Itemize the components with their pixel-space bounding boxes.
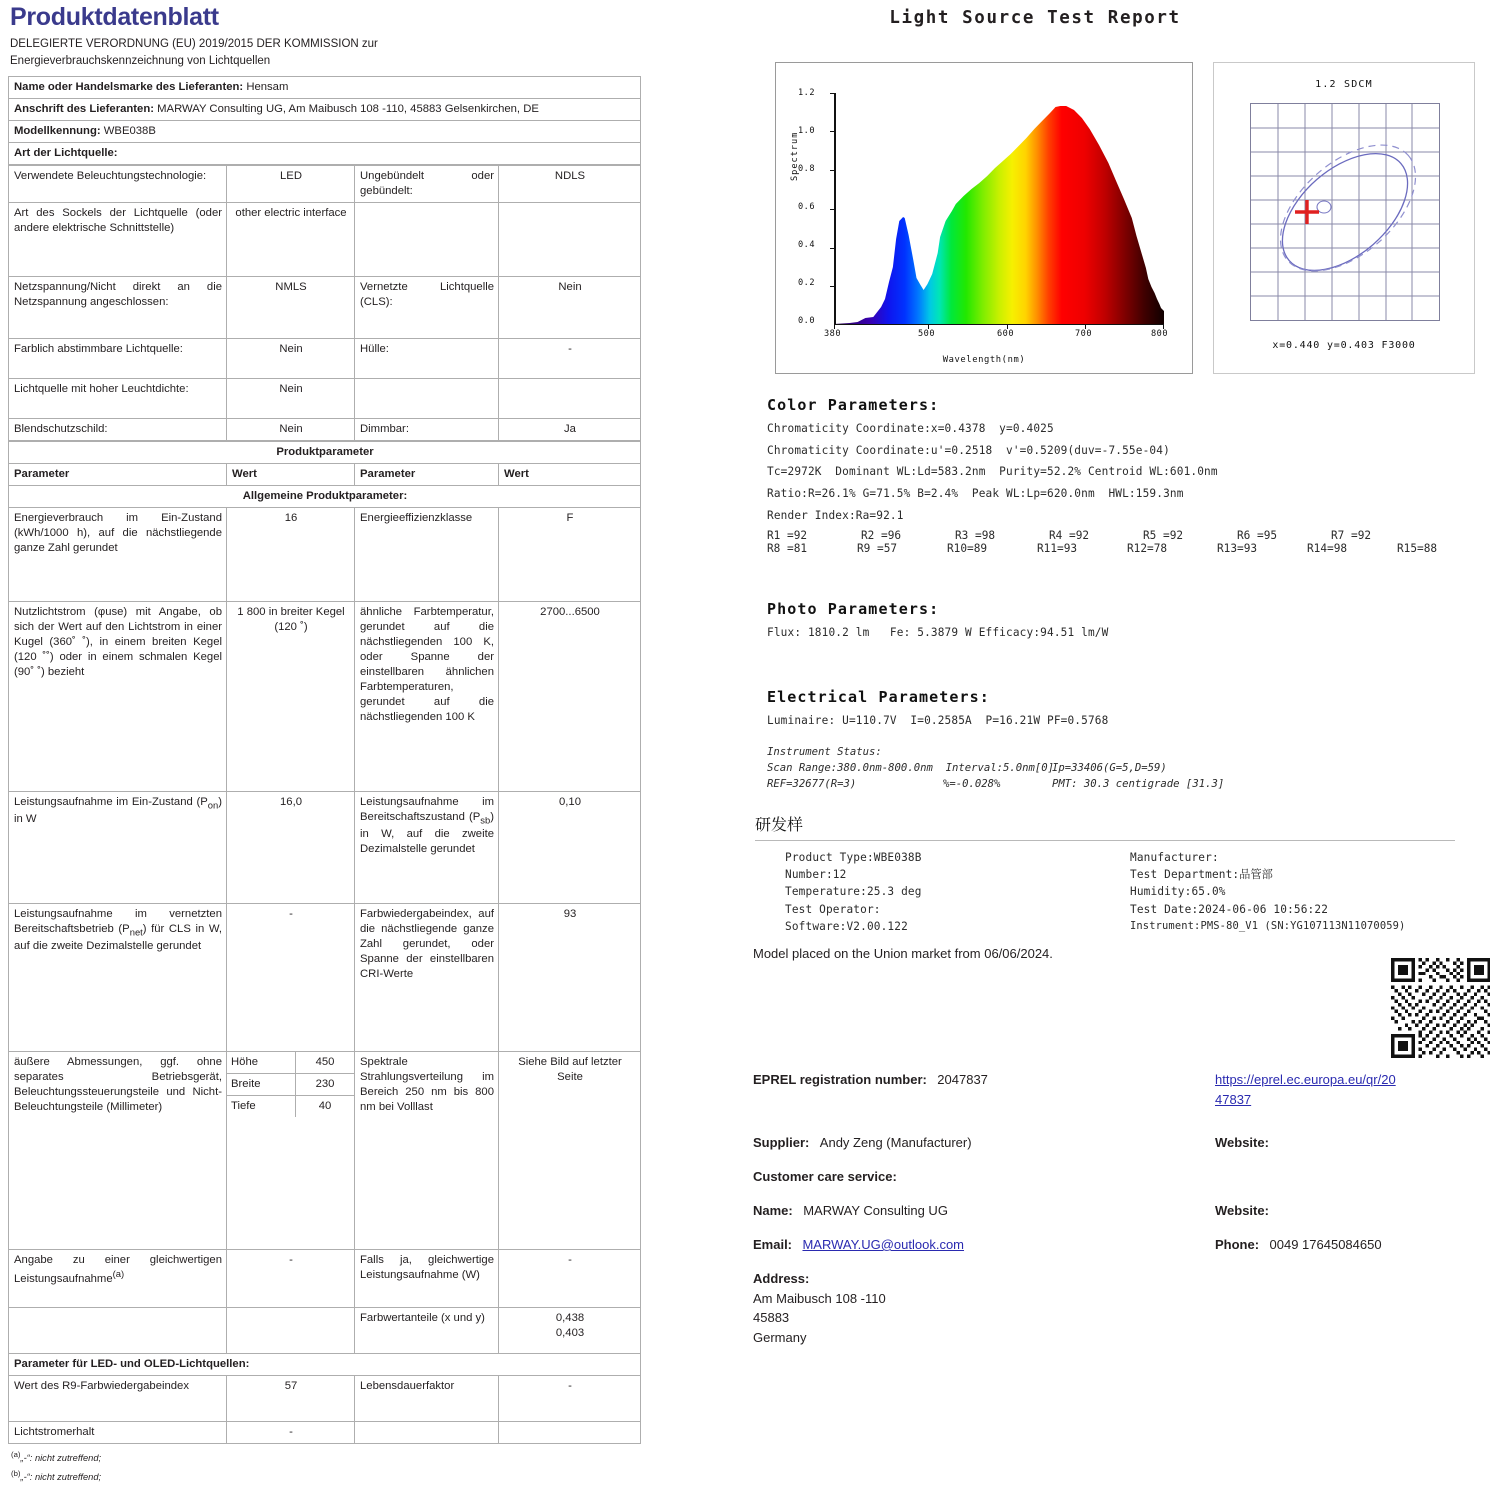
- sdcm-plot: [1251, 104, 1439, 320]
- param-label: [9, 1307, 227, 1353]
- param-label: Art des Sockels der Lichtquelle (oder andere elektrische Schnittstelle): [9, 202, 227, 276]
- cri-value: R5 =92: [1143, 529, 1184, 543]
- measured-point-cross: [1295, 200, 1319, 224]
- subscript-on: on: [207, 799, 219, 810]
- y-tick-label: 1.0: [798, 126, 816, 136]
- param-label: [9, 791, 227, 903]
- y-axis-label: Spectrum: [790, 131, 800, 181]
- y-tick-label: 0.2: [798, 278, 816, 288]
- pmt-line: PMT: 30.3 centigrade [31.3]: [1052, 778, 1225, 791]
- param-label: Wert des R9-Farbwiedergabeindex: [9, 1375, 227, 1421]
- y-tick: [830, 209, 835, 210]
- dimensions-table: [227, 1052, 354, 1117]
- address-label: Anschrift des Lieferanten:: [14, 102, 154, 115]
- charts-row: [775, 62, 1475, 380]
- dimension-name: Breite: [227, 1073, 296, 1095]
- table-row: [227, 1052, 354, 1074]
- param-label: [355, 791, 499, 903]
- param-value: Nein: [227, 338, 355, 378]
- electrical-parameters-section: [767, 688, 1487, 793]
- param-label-text: Leistungsaufnahme im Bereitschaftszustand (P: [360, 795, 494, 823]
- param-value: -: [227, 903, 355, 1051]
- footnote-ref-a: (a): [112, 1267, 125, 1279]
- param-label: Nutzlichtstrom (φuse) mit Angabe, ob sich der Wert auf den Lichtstrom in einer Kugel (360˚ ˚), in einem breiten Kegel (120 ˚˚) oder in einem schmalen Kegel (90˚ ˚) bezieht: [9, 601, 227, 791]
- cri-value: R6 =95: [1237, 529, 1278, 543]
- supplier-cell: [9, 76, 641, 98]
- email-row: [753, 1235, 964, 1255]
- table-row: [9, 1375, 641, 1421]
- market-placement-note: Model placed on the Union market from 06/06/2024.: [753, 946, 1053, 961]
- cri-value: R14=98: [1307, 542, 1348, 556]
- param-label-text: Leistungsaufnahme im vernetzten Bereitschaftsbetrieb (P: [14, 907, 222, 935]
- name-row: [753, 1201, 948, 1221]
- param-label: Spektrale Strahlungsverteilung im Bereich 250 nm bis 800 nm bei Volllast: [355, 1051, 499, 1249]
- phone-label: Phone:: [1215, 1237, 1260, 1252]
- test-date-line: Test Date:2024-06-06 10:56:22: [1130, 902, 1329, 916]
- product-type-line: Product Type:WBE038B: [785, 851, 922, 864]
- sdcm-chromaticity-chart: [1213, 62, 1475, 374]
- test-department-line: Test Department:品管部: [1130, 868, 1273, 882]
- param-value: -: [499, 1375, 641, 1421]
- table-row: [9, 418, 641, 440]
- dimension-value: 230: [296, 1073, 354, 1095]
- manufacturer-line: Manufacturer:: [1130, 851, 1219, 864]
- email-label: Email:: [753, 1237, 793, 1252]
- param-label-text: Angabe zu einer gleichwertigen Leistungsaufnahme: [14, 1253, 222, 1285]
- report-title: Light Source Test Report: [889, 8, 1181, 28]
- model-value: WBE038B: [103, 124, 156, 137]
- column-header-parameter-2: Parameter: [355, 463, 499, 485]
- param-label: Farbwertanteile (x und y): [355, 1307, 499, 1353]
- address-cell: [9, 98, 641, 120]
- table-row: [9, 98, 641, 120]
- table-row: [9, 76, 641, 98]
- footnote-b: [11, 1467, 640, 1486]
- supplier-value: Hensam: [246, 80, 289, 93]
- section-header-allgemeine: Allgemeine Produktparameter:: [9, 485, 641, 507]
- y-tick: [830, 170, 835, 171]
- regulation-subtitle: [10, 36, 640, 69]
- table-row: [9, 378, 641, 418]
- cri-value: R2 =96: [861, 529, 902, 543]
- column-header-wert-2: Wert: [499, 463, 641, 485]
- address-block: [753, 1269, 886, 1347]
- address-label: Address:: [753, 1271, 810, 1286]
- cri-value: R9 =57: [857, 542, 898, 556]
- y-tick: [830, 248, 835, 249]
- param-value: 2700...6500: [499, 601, 641, 791]
- instrument-status-row-2: [767, 776, 1487, 792]
- param-value: NMLS: [227, 276, 355, 338]
- param-label-text: Leistungsaufnahme im Ein-Zustand (P: [14, 795, 208, 808]
- chromaticity-uv-line: Chromaticity Coordinate:u'=0.2518 v'=0.5209(duv=-7.55e-04): [767, 443, 1170, 457]
- temperature-line: Temperature:25.3 deg: [785, 885, 922, 899]
- y-tick: [830, 131, 835, 132]
- param-value: 0,10: [499, 791, 641, 903]
- table-row: [9, 441, 641, 463]
- dimension-name: Höhe: [227, 1052, 296, 1074]
- subscript-sb: sb: [480, 814, 491, 826]
- percent-line: %=-0.028%: [943, 778, 1001, 791]
- param-label: Farbwiedergabeindex, auf die nächstliegende ganze Zahl gerundet, oder Spanne der einstellbaren CRI-Werte: [355, 903, 499, 1051]
- param-value: 93: [499, 903, 641, 1051]
- param-label: Ungebündelt oder gebündelt:: [355, 165, 499, 202]
- param-value: LED: [227, 165, 355, 202]
- section-header-led: Parameter für LED- und OLED-Lichtquellen:: [9, 1353, 641, 1375]
- instrument-line: Instrument:PMS-80_V1 (SN:YG107113N11070059): [1130, 919, 1406, 932]
- param-value: Nein: [227, 418, 355, 440]
- y-tick-label: 0.4: [798, 240, 816, 250]
- product-parameter-table: [8, 441, 641, 1444]
- param-value: 16,0: [227, 791, 355, 903]
- cri-value: R15=88: [1397, 542, 1438, 556]
- table-row: [9, 1353, 641, 1375]
- chromaticity-x: 0,438: [555, 1311, 585, 1324]
- spectral-distribution-chart: [775, 62, 1193, 374]
- param-label-dimensions: äußere Abmessungen, ggf. ohne separates Betriebsgerät, Beleuchtungssteuerungsteile und Nicht-Beleuchtungsteile (Millimeter): [9, 1051, 227, 1249]
- param-label: Energieverbrauch im Ein-Zustand (kWh/1000 h), auf die nächstliegende ganze Zahl gerundet: [9, 507, 227, 601]
- cri-value: R10=89: [947, 542, 988, 556]
- param-value: F: [499, 507, 641, 601]
- software-line: Software:V2.00.122: [785, 919, 908, 933]
- sample-heading: 研发样: [755, 812, 1455, 841]
- eprel-registration-row: [753, 1070, 988, 1090]
- param-value: 1 800 in breiter Kegel (120 ˚): [227, 601, 355, 791]
- footnote-a: [11, 1448, 640, 1467]
- cri-value: R1 =92: [767, 529, 808, 543]
- param-value: Siehe Bild auf letzter Seite: [499, 1051, 641, 1249]
- param-value: 57: [227, 1375, 355, 1421]
- param-label: Lichtquelle mit hoher Leuchtdichte:: [9, 378, 227, 418]
- cri-value: R13=93: [1217, 542, 1258, 556]
- photo-parameters-section: [767, 600, 1487, 644]
- param-value: [499, 202, 641, 276]
- ratio-peak-line: Ratio:R=26.1% G=71.5% B=2.4% Peak WL:Lp=620.0nm HWL:159.3nm: [767, 486, 1184, 500]
- eprel-url-line-2[interactable]: 47837: [1215, 1091, 1252, 1107]
- footnote-marker-a: (a): [11, 1449, 21, 1459]
- footnote-marker-b: (b): [11, 1468, 21, 1478]
- table-header-row: [9, 463, 641, 485]
- instrument-status-heading: Instrument Status:: [767, 745, 882, 758]
- supplier-info-table: [8, 76, 641, 165]
- param-value: [499, 1421, 641, 1443]
- param-value: -: [227, 1249, 355, 1307]
- table-row: [9, 1051, 641, 1249]
- param-label: Blendschutzschild:: [9, 418, 227, 440]
- y-tick: [830, 286, 835, 287]
- param-label: [355, 1421, 499, 1443]
- sample-details-right: [1130, 849, 1475, 935]
- param-value: 16: [227, 507, 355, 601]
- table-row: [9, 507, 641, 601]
- param-value: -: [499, 1249, 641, 1307]
- param-label: Lebensdauerfaktor: [355, 1375, 499, 1421]
- param-label: Falls ja, gleichwertige Leistungsaufnahme (W): [355, 1249, 499, 1307]
- cri-values-row-2: [767, 542, 1487, 555]
- param-label-suffix: ) für CLS in W, auf die zweite Dezimalstelle gerundet: [14, 922, 222, 952]
- qr-code: [1391, 958, 1490, 1058]
- cri-value: R3 =98: [955, 529, 996, 543]
- cri-value: R8 =81: [767, 542, 808, 556]
- param-value: [499, 378, 641, 418]
- eprel-label: EPREL registration number:: [753, 1072, 927, 1087]
- param-label: [355, 202, 499, 276]
- tc-dominant-purity-line: Tc=2972K Dominant WL:Ld=583.2nm Purity=52.2% Centroid WL:601.0nm: [767, 465, 1218, 479]
- model-label: Modellkennung:: [14, 124, 101, 137]
- product-datasheet-column: [8, 0, 640, 1500]
- photo-parameters-heading: Photo Parameters:: [767, 600, 940, 618]
- y-tick-label: 0.0: [798, 316, 816, 326]
- color-parameters-heading: Color Parameters:: [767, 396, 940, 414]
- param-value: -: [499, 338, 641, 378]
- param-label: Energieeffizienzklasse: [355, 507, 499, 601]
- subscript-net: net: [129, 926, 143, 938]
- param-label: [9, 1249, 227, 1307]
- table-row: [9, 1249, 641, 1307]
- website-label-care: Website:: [1215, 1203, 1269, 1218]
- x-axis-label: Wavelength(nm): [942, 355, 1026, 365]
- sample-info-section: [755, 812, 1485, 935]
- lightsource-type-cell: [9, 142, 641, 164]
- sample-details-left: [785, 849, 1130, 935]
- param-value-chromaticity: [499, 1307, 641, 1353]
- ip-line: Ip=33406(G=5,D=59): [1052, 762, 1167, 775]
- supplier-row: [753, 1133, 972, 1153]
- number-line: Number:12: [785, 868, 847, 882]
- param-value: other electric interface: [227, 202, 355, 276]
- table-row: [9, 338, 641, 378]
- address-line-1: Am Maibusch 108 -110: [753, 1290, 886, 1306]
- column-header-parameter-1: Parameter: [9, 463, 227, 485]
- subtitle-line-2: Energieverbrauchskennzeichnung von Lichtquellen: [10, 54, 271, 67]
- eprel-url-link[interactable]: [1215, 1070, 1475, 1109]
- x-tick-label: 500: [918, 329, 936, 339]
- color-parameters-section: [767, 396, 1487, 555]
- x-tick-label: 600: [997, 329, 1015, 339]
- y-tick-label: 0.6: [798, 202, 816, 212]
- measurement-cluster-ellipse: [1317, 201, 1331, 213]
- scan-range-line: Scan Range:380.0nm-800.0nm Interval:5.0nm[0]: [767, 762, 1055, 775]
- param-value: NDLS: [499, 165, 641, 202]
- lightsource-type-label: Art der Lichtquelle:: [14, 146, 118, 159]
- table-row: [227, 1095, 354, 1117]
- sdcm-grid: [1250, 103, 1440, 321]
- param-label: Lichtstromerhalt: [9, 1421, 227, 1443]
- table-row: [227, 1073, 354, 1095]
- footnote-b-text: „-“: nicht zutreffend;: [20, 1471, 102, 1482]
- cri-value: R12=78: [1127, 542, 1168, 556]
- page-title: Produktdatenblatt: [10, 3, 219, 31]
- y-tick: [830, 93, 835, 94]
- phone-value: 0049 17645084650: [1269, 1237, 1382, 1252]
- param-value: Nein: [499, 276, 641, 338]
- cri-value: R11=93: [1037, 542, 1078, 556]
- y-tick-label: 1.2: [798, 88, 816, 98]
- flux-efficacy-line: Flux: 1810.2 lm Fe: 5.3879 W Efficacy:94.51 lm/W: [767, 626, 1109, 639]
- param-label: Vernetzte Lichtquelle (CLS):: [355, 276, 499, 338]
- phone-row: [1215, 1235, 1382, 1255]
- model-cell: [9, 120, 641, 142]
- param-label: ähnliche Farbtemperatur, gerundet auf die nächstliegenden 100 K, oder Spanne der einstellbaren ähnlichen Farbtemperaturen, gerundet auf die nächstliegenden 100 K: [355, 601, 499, 791]
- test-operator-line: Test Operator:: [785, 902, 881, 916]
- param-value: Ja: [499, 418, 641, 440]
- name-label: Name:: [753, 1203, 793, 1218]
- y-tick-label: 0.8: [798, 164, 816, 174]
- table-row: [9, 165, 641, 202]
- address-line-2: 45883: [753, 1310, 790, 1325]
- dimensions-subtable-cell: [227, 1051, 355, 1249]
- subtitle-line-1: DELEGIERTE VERORDNUNG (EU) 2019/2015 DER KOMMISSION zur: [10, 38, 378, 51]
- table-row: [9, 120, 641, 142]
- section-header-produktparameter: Produktparameter: [9, 441, 641, 463]
- table-row: [9, 601, 641, 791]
- x-tick-label: 700: [1075, 329, 1093, 339]
- x-axis-line: [834, 324, 1164, 326]
- table-row: [9, 142, 641, 164]
- eprel-value: 2047837: [937, 1072, 988, 1087]
- dimension-value: 450: [296, 1052, 354, 1074]
- test-report-column: [745, 0, 1490, 1500]
- sdcm-caption: x=0.440 y=0.403 F3000: [1272, 340, 1416, 351]
- param-label: Dimmbar:: [355, 418, 499, 440]
- column-header-wert-1: Wert: [227, 463, 355, 485]
- table-row: [9, 1307, 641, 1353]
- param-label: Hülle:: [355, 338, 499, 378]
- table-row: [9, 202, 641, 276]
- spectrum-plot-area: [834, 93, 1164, 325]
- address-line-3: Germany: [753, 1329, 807, 1345]
- grid-lines: [1251, 104, 1439, 320]
- qr-code-image: [1391, 958, 1490, 1058]
- x-tick-label: 800: [1151, 329, 1169, 339]
- address-value: MARWAY Consulting UG, Am Maibusch 108 -110, 45883 Gelsenkirchen, DE: [157, 102, 539, 115]
- cri-values-row-1: [767, 529, 1487, 542]
- cri-value: R7 =92: [1331, 529, 1372, 543]
- supplier-value: Andy Zeng (Manufacturer): [819, 1135, 972, 1150]
- sdcm-title: 1.2 SDCM: [1315, 79, 1373, 90]
- ref-line: REF=32677(R=3): [767, 778, 857, 791]
- param-value: -: [227, 1421, 355, 1443]
- website-label-supplier: Website:: [1215, 1135, 1269, 1150]
- render-index-line: Render Index:Ra=92.1: [767, 508, 904, 522]
- email-value[interactable]: MARWAY.UG@outlook.com: [802, 1237, 965, 1252]
- param-label: [355, 378, 499, 418]
- instrument-status-row-1: [767, 760, 1487, 776]
- param-label: Netzspannung/Nicht direkt an die Netzspannung angeschlossen:: [9, 276, 227, 338]
- luminaire-line: Luminaire: U=110.7V I=0.2585A P=16.21W PF=0.5768: [767, 714, 1109, 727]
- param-label-suffix: ) in W: [14, 795, 222, 825]
- param-value: Nein: [227, 378, 355, 418]
- param-label: Verwendete Beleuchtungstechnologie:: [9, 165, 227, 202]
- eprel-url-line-1[interactable]: https://eprel.ec.europa.eu/qr/20: [1215, 1072, 1396, 1087]
- footnotes: [11, 1448, 640, 1486]
- supplier-label: Name oder Handelsmarke des Lieferanten:: [14, 80, 244, 93]
- table-row: [9, 485, 641, 507]
- chromaticity-y: 0,403: [555, 1326, 585, 1339]
- tolerance-ellipse-dashed: [1257, 121, 1438, 295]
- x-tick-label: 380: [824, 329, 842, 339]
- humidity-line: Humidity:65.0%: [1130, 885, 1226, 899]
- footnote-a-text: „-“: nicht zutreffend;: [20, 1452, 102, 1463]
- sample-details-grid: [785, 849, 1485, 935]
- dimension-name: Tiefe: [227, 1095, 296, 1117]
- param-label: Farblich abstimmbare Lichtquelle:: [9, 338, 227, 378]
- table-row: [9, 903, 641, 1051]
- name-value: MARWAY Consulting UG: [803, 1203, 948, 1218]
- dimension-value: 40: [296, 1095, 354, 1117]
- electrical-parameters-heading: Electrical Parameters:: [767, 688, 990, 706]
- chromaticity-xy-line: Chromaticity Coordinate:x=0.4378 y=0.4025: [767, 422, 1054, 435]
- param-label-suffix: ) in W, auf die zweite Dezimalstelle gerundet: [360, 810, 494, 855]
- param-label: [9, 903, 227, 1051]
- table-row: [9, 276, 641, 338]
- param-value: [227, 1307, 355, 1353]
- light-source-type-table: [8, 165, 641, 441]
- customer-care-label: Customer care service:: [753, 1169, 897, 1184]
- cri-value: R4 =92: [1049, 529, 1090, 543]
- market-qr-section: [753, 944, 1490, 964]
- table-row: [9, 1421, 641, 1443]
- supplier-label: Supplier:: [753, 1135, 810, 1150]
- table-row: [9, 791, 641, 903]
- spectrum-curve: [834, 93, 1164, 325]
